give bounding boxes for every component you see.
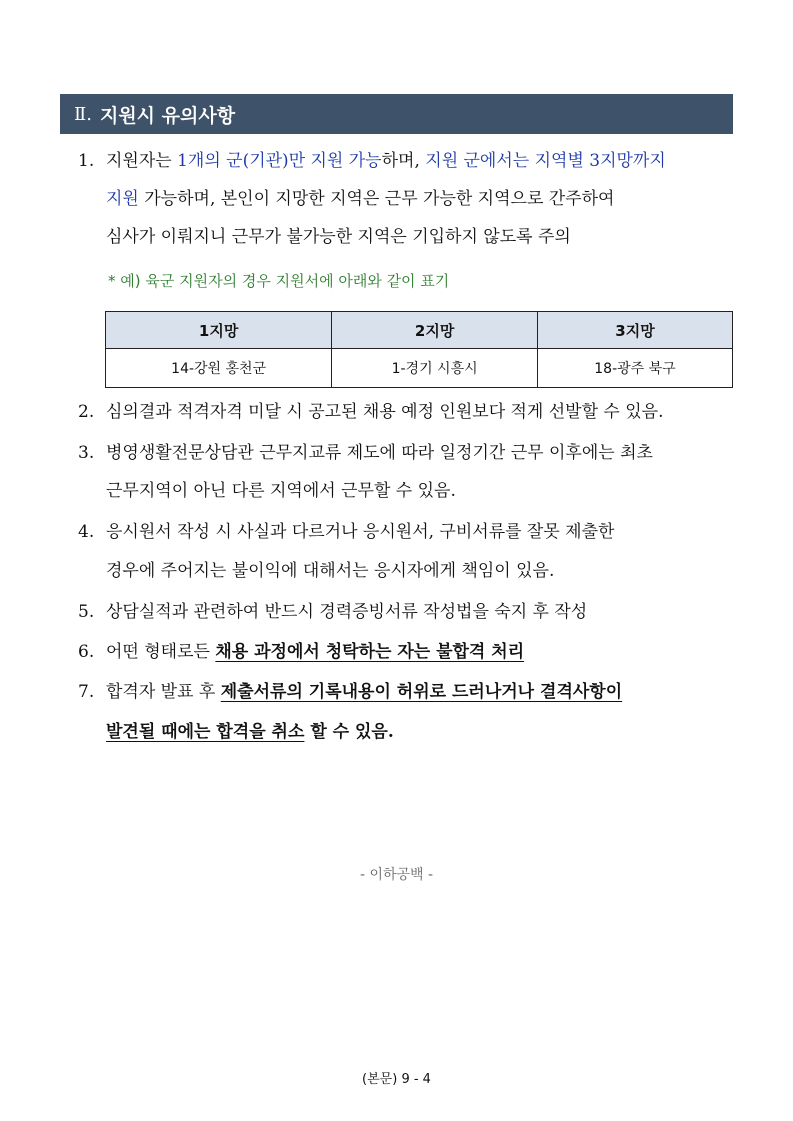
- pass-cancel-text: 발견될 때에는 합격을 취소: [106, 722, 305, 742]
- item-1-line-3: 심사가 이뤄지니 근무가 불가능한 지역은 기입하지 않도록 주의: [106, 227, 571, 247]
- table-row: [106, 349, 733, 388]
- header-first-choice: 1지망: [106, 312, 332, 349]
- false-document-warning-text: 제출서류의 기록내용이 허위로 드러나거나 결격사항이: [220, 682, 623, 702]
- example-note: * 예) 육군 지원자의 경우 지원서에 아래와 같이 표기: [108, 272, 450, 290]
- cell-first-choice: 14-강원 홍천군: [106, 349, 332, 388]
- cell-third-choice: 18-광주 북구: [537, 349, 732, 388]
- table-header-row: [106, 312, 733, 349]
- header-second-choice: 2지망: [332, 312, 538, 349]
- solicitation-disqualify-text: 채용 과정에서 청탁하는 자는 불합격 처리: [215, 642, 525, 662]
- item-number: 1.: [78, 151, 95, 171]
- item-1-line-2: 지원 가능하며, 본인이 지망한 지역은 근무 가능한 지역으로 간주하여: [106, 189, 615, 209]
- section-number: Ⅱ.: [74, 103, 92, 125]
- page-number: (본문) 9 - 4: [362, 1072, 431, 1087]
- section-header: [60, 94, 733, 134]
- section-title: 지원시 유의사항: [99, 104, 236, 127]
- one-group-only-text: 1개의 군(기관)만 지원 가능: [177, 151, 382, 171]
- end-of-content-marker: - 이하공백 -: [359, 867, 434, 883]
- three-region-choices-text: 지원 군에서는 지역별 3지망까지: [425, 151, 666, 171]
- region-preference-table: [105, 311, 733, 388]
- header-third-choice: 3지망: [537, 312, 732, 349]
- cell-second-choice: 1-경기 시흥시: [332, 349, 538, 388]
- item-1-line-1: 지원자는 1개의 군(기관)만 지원 가능하며, 지원 군에서는 지역별 3지망까지: [106, 151, 666, 171]
